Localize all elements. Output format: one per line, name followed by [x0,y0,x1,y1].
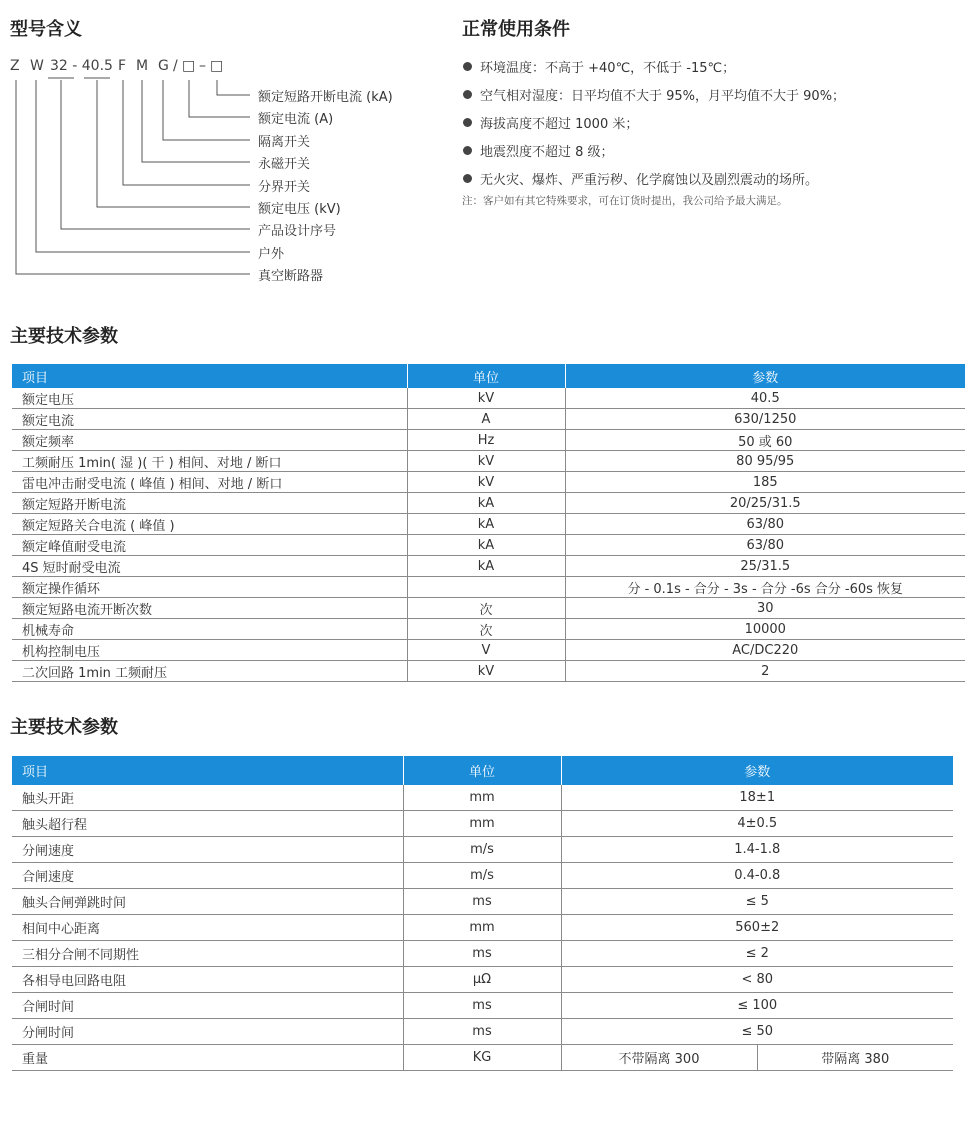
cell-value: 50 或 60 [565,430,965,451]
model-label: 户外 [258,247,285,262]
cell-unit: mm [403,811,561,837]
table-row [12,493,965,514]
cell-item: 工频耐压 1min( 湿 )( 干 ) 相间、对地 / 断口 [12,451,407,472]
bracket-line [189,80,250,117]
table-row [12,811,953,837]
table-row [12,514,965,535]
table-row [12,661,965,682]
cell-value: 0.4-0.8 [561,863,953,889]
cell-unit: V [407,640,565,661]
code-part: 32 - 40.5 [50,58,113,74]
bracket-line [36,80,250,252]
cell-unit: kV [407,472,565,493]
cell-unit: KG [403,1045,561,1071]
header-item: 项目 [12,364,407,388]
tech-params-table [12,364,965,682]
table-row [12,598,965,619]
cell-unit: kA [407,493,565,514]
code-part: □ [182,58,196,74]
table-row [12,409,965,430]
header-item: 项目 [12,756,403,785]
header-unit: 单位 [403,756,561,785]
cell-value: 25/31.5 [565,556,965,577]
cell-item: 分闸速度 [12,837,403,863]
cell-value: 560±2 [561,915,953,941]
cell-unit: mm [403,785,561,811]
cell-value: < 80 [561,967,953,993]
cell-value: 1.4-1.8 [561,837,953,863]
header-param: 参数 [565,364,965,388]
mechanical-params-table [12,756,953,1071]
condition-item: 环境温度：不高于 +40℃，不低于 -15℃； [462,52,845,80]
cell-value: 185 [565,472,965,493]
cell-value: 30 [565,598,965,619]
model-label: 额定电流 (A) [258,112,334,127]
cell-item: 额定短路电流开断次数 [12,598,407,619]
cell-value: 80 95/95 [565,451,965,472]
cell-value: 20/25/31.5 [565,493,965,514]
header-param: 参数 [561,756,953,785]
bullet-icon [463,118,472,127]
cell-item: 合闸速度 [12,863,403,889]
cell-item: 额定操作循环 [12,577,407,598]
cell-unit: kV [407,388,565,409]
cell-item: 各相导电回路电阻 [12,967,403,993]
cell-value: 分 - 0.1s - 合分 - 3s - 合分 -6s 合分 -60s 恢复 [565,577,965,598]
cell-item: 雷电冲击耐受电流 ( 峰值 ) 相间、对地 / 断口 [12,472,407,493]
code-part: W [30,58,44,74]
table-row [12,388,965,409]
cell-unit: m/s [403,837,561,863]
bracket-line [16,80,250,274]
table-row [12,451,965,472]
cell-unit: kV [407,451,565,472]
cell-value: ≤ 50 [561,1019,953,1045]
cell-unit: ms [403,941,561,967]
cell-item: 额定短路关合电流 ( 峰值 ) [12,514,407,535]
cell-unit [407,577,565,598]
table-row [12,837,953,863]
table-row [12,1019,953,1045]
conditions-title: 正常使用条件 [462,19,570,40]
cell-unit: ms [403,993,561,1019]
cell-unit: kA [407,514,565,535]
cell-value: 18±1 [561,785,953,811]
table2-title: 主要技术参数 [10,717,118,738]
table-row [12,941,953,967]
model-label: 产品设计序号 [258,224,337,239]
cell-value: 10000 [565,619,965,640]
cell-unit: kA [407,535,565,556]
cell-unit: kA [407,556,565,577]
header-unit: 单位 [407,364,565,388]
bullet-icon [463,174,472,183]
cell-unit: ms [403,889,561,915]
cell-unit: μΩ [403,967,561,993]
model-label: 分界开关 [258,180,311,195]
cell-value: 2 [565,661,965,682]
cell-item: 分闸时间 [12,1019,403,1045]
cell-unit: A [407,409,565,430]
cell-value: 不带隔离 300 [561,1045,757,1071]
table-row [12,1045,953,1071]
cell-item: 触头开距 [12,785,403,811]
condition-item: 地震烈度不超过 8 级； [462,136,845,164]
model-label: 额定短路开断电流 (kA) [258,90,393,105]
cell-unit: 次 [407,598,565,619]
table-row [12,863,953,889]
bracket-line [217,80,250,95]
condition-item: 海拔高度不超过 1000 米； [462,108,845,136]
code-part: □ [210,58,224,74]
table-row [12,785,953,811]
cell-item: 三相分合闸不同期性 [12,941,403,967]
model-label: 隔离开关 [258,135,311,150]
cell-value: 带隔离 380 [757,1045,953,1071]
table-row [12,993,953,1019]
code-part: F [118,58,127,74]
cell-item: 机械寿命 [12,619,407,640]
cell-item: 额定频率 [12,430,407,451]
code-part: Z [10,58,20,74]
table-row [12,967,953,993]
cell-value: 63/80 [565,514,965,535]
model-label: 真空断路器 [258,269,324,284]
bracket-line [163,80,250,140]
table-row [12,640,965,661]
cell-value: AC/DC220 [565,640,965,661]
table-row [12,472,965,493]
cell-item: 额定电流 [12,409,407,430]
cell-value: ≤ 100 [561,993,953,1019]
cell-value: 63/80 [565,535,965,556]
cell-value: 40.5 [565,388,965,409]
cell-unit: Hz [407,430,565,451]
bracket-line [97,80,250,207]
table-row [12,556,965,577]
code-part: / [173,58,178,74]
model-section-title: 型号含义 [10,19,82,40]
table-header-row [12,756,953,785]
table-header-row [12,364,965,388]
cell-item: 机构控制电压 [12,640,407,661]
bullet-icon [463,62,472,71]
cell-item: 额定短路开断电流 [12,493,407,514]
cell-value: 630/1250 [565,409,965,430]
cell-unit: 次 [407,619,565,640]
cell-value: ≤ 5 [561,889,953,915]
conditions-list [462,52,845,192]
cell-item: 额定峰值耐受电流 [12,535,407,556]
table1-title: 主要技术参数 [10,326,118,347]
model-label: 额定电压 (kV) [258,202,341,217]
cell-item: 触头超行程 [12,811,403,837]
table-row [12,535,965,556]
table-row [12,915,953,941]
cell-item: 合闸时间 [12,993,403,1019]
code-part: M [136,58,149,74]
code-part: – [199,58,206,74]
table-row [12,577,965,598]
conditions-note: 注：客户如有其它特殊要求，可在订货时提出，我公司给予最大满足。 [462,195,788,207]
cell-item: 触头合闸弹跳时间 [12,889,403,915]
cell-unit: mm [403,915,561,941]
bracket-line [142,80,250,162]
cell-item: 4S 短时耐受电流 [12,556,407,577]
table-row [12,619,965,640]
cell-value: ≤ 2 [561,941,953,967]
code-part: G [158,58,169,74]
cell-item: 相间中心距离 [12,915,403,941]
condition-item: 空气相对湿度：日平均值不大于 95%，月平均值不大于 90%； [462,80,845,108]
cell-unit: m/s [403,863,561,889]
cell-unit: kV [407,661,565,682]
model-label: 永磁开关 [258,157,311,172]
cell-unit: ms [403,1019,561,1045]
condition-item: 无火灾、爆炸、严重污秽、化学腐蚀以及剧烈震动的场所。 [462,164,845,192]
cell-value: 4±0.5 [561,811,953,837]
table-row [12,430,965,451]
cell-item: 重量 [12,1045,403,1071]
bullet-icon [463,146,472,155]
cell-item: 二次回路 1min 工频耐压 [12,661,407,682]
cell-item: 额定电压 [12,388,407,409]
bullet-icon [463,90,472,99]
table-row [12,889,953,915]
